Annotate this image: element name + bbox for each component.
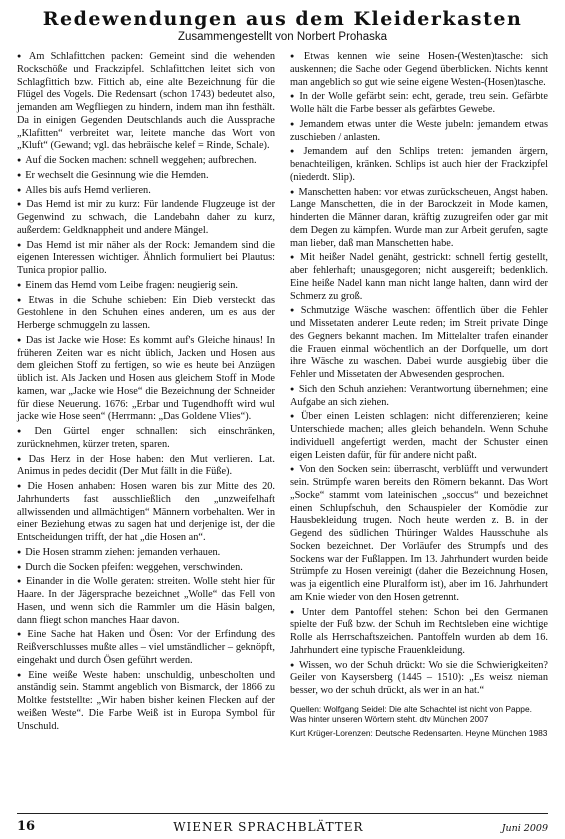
bullet-icon: ●	[17, 200, 23, 209]
bullet-icon: ●	[17, 52, 25, 60]
page-title: Redewendungen aus dem Kleiderkasten	[42, 8, 523, 30]
idiom-entry	[17, 239, 275, 278]
bullet-icon: ●	[290, 607, 298, 616]
idiom-entry	[17, 575, 275, 627]
bullet-icon: ●	[290, 384, 295, 393]
idiom-entry	[290, 410, 548, 462]
idiom-entry	[17, 279, 275, 293]
magazine-name: WIENER SPRACHBLÄTTER	[173, 820, 364, 834]
page-footer	[17, 813, 548, 834]
bullet-icon: ●	[290, 412, 297, 421]
idiom-entry	[290, 304, 548, 382]
idiom-entry	[17, 154, 275, 168]
idiom-text: Das Herz in der Hose haben: den Mut verlieren. Lat. Animus in pedes decidit (Der Mut fällt in die Füße).	[17, 453, 275, 478]
sources-block	[290, 704, 548, 739]
idiom-entry	[290, 50, 548, 89]
idiom-text: Am Schlafittchen packen: Gemeint sind die wehenden Rockschöße und Frackzipfel. Schlafittchen leitet sich von Schlagfittich bzw. Fittich ab, eine alte Bezeichnung für die Flügel des Vogels. Die Redensart (schon 1743) bedeutet also, jemanden am Wegfliegen zu hindern, indem man ihn festhält. Da in einigen Gegenden Deutschlands auch die Aussprache „Klafitten“ verbreitet war, leitete manche das Wort von „Kluft“ (Gewand; vgl. das hebräische kelef = Rinde, Schale).	[17, 51, 275, 152]
idiom-text: In der Wolle gefärbt sein: echt, gerade, treu sein. Gefärbte Wolle hält die Farbe besser als gefärbtes Gewebe.	[290, 91, 548, 115]
idiom-entry	[17, 294, 275, 333]
idiom-entry	[17, 628, 275, 667]
bullet-icon: ●	[290, 119, 296, 128]
bullet-icon: ●	[17, 185, 22, 194]
bullet-icon: ●	[17, 295, 25, 304]
idiom-entry	[290, 145, 548, 184]
idiom-entry	[290, 90, 548, 117]
idiom-text: Manschetten haben: vor etwas zurückscheuen, Angst haben. Lange Manschetten, die in der Barockzeit in Mode kamen, hinderten die Männer daran, kräftig zuzugreifen oder gar mit dem Degen zu kämpfen. Wurde man zur Arbeit gerufen, sagte man lieber, daß man Manschetten habe.	[290, 186, 548, 249]
right-column	[290, 50, 548, 794]
idiom-text: Über einen Leisten schlagen: nicht differenzieren; keine Unterschiede machen; alles gleich behandeln. Wenn Schuhe individuell angefertigt werden, macht der Schuster einen eigen Leisten dafür, für für andere nicht paßt.	[290, 411, 548, 461]
idiom-entry	[290, 118, 548, 145]
source-1: Quellen: Wolfgang Seidel: Die alte Schachtel ist nicht von Pappe. Was hinter unseren Wörtern steht. dtv München 2007	[290, 703, 532, 725]
idiom-text: Die Hosen stramm ziehen: jemanden verhauen.	[25, 546, 221, 558]
left-column	[17, 50, 275, 794]
idiom-text: Etwas in die Schuhe schieben: Ein Dieb versteckt das Gestohlene in den Schuhen eines anderen, um es aus der Herberge schmuggeln zu lassen.	[17, 294, 275, 331]
bullet-icon: ●	[290, 187, 295, 196]
idiom-text: Einander in die Wolle geraten: streiten. Wolle steht hier für Haare. In der Jägersprache bezeichnet „Wolle“ das Fell von Hasen, und wenn sich die Rammler um die Häsin balgen, dann fliegt schon manches Haar davon.	[17, 576, 275, 626]
idiom-entry	[17, 198, 275, 237]
issue-date: Juni 2009	[501, 823, 548, 834]
idiom-text: Die Hosen anhaben: Hosen waren bis zur Mitte des 20. Jahrhunderts fast ausschließlich den „unzweifelhaft allwissenden und allmächtigen“ Männern vorbehalten. Wer in einer Beziehung etwas zu sagen hat und derjenige ist, der die Entscheidungen trifft, der hat „die Hosen an“.	[17, 481, 275, 543]
bullet-icon: ●	[290, 253, 297, 262]
page-number: 16	[17, 819, 36, 834]
bullet-icon: ●	[17, 482, 24, 490]
bullet-icon: ●	[17, 280, 22, 289]
bullet-icon: ●	[290, 465, 296, 474]
idiom-text: Er wechselt die Gesinnung wie die Hemden.	[25, 169, 209, 181]
idiom-entry	[290, 383, 548, 410]
idiom-entry	[290, 463, 548, 604]
idiom-text: Eine weiße Weste haben: unschuldig, unbescholten und anständig sein. Stammt angeblich von Bismarck, der 1866 zu Moltke feststellte: „Wir haben bisher keinen Flecken auf der weißen Weste“. Die Farbe Weiß ist in Europa Symbol für Unschuld.	[17, 669, 276, 732]
bullet-icon: ●	[17, 577, 22, 586]
bullet-icon: ●	[17, 427, 31, 435]
idiom-text: Durch die Socken pfeifen: weggehen, verschwinden.	[25, 561, 243, 573]
idiom-entry	[290, 606, 548, 658]
author-line: Zusammengestellt von Norbert Prohaska	[177, 31, 387, 43]
idiom-entry	[17, 453, 275, 480]
idiom-entry	[17, 184, 275, 198]
idiom-entry	[17, 334, 275, 424]
idiom-entry	[17, 669, 275, 734]
idiom-text: Einem das Hemd vom Leibe fragen: neugierig sein.	[25, 279, 238, 291]
idiom-entry	[290, 659, 548, 698]
idiom-text: Auf die Socken machen: schnell weggehen; aufbrechen.	[25, 155, 257, 166]
idiom-entry	[290, 251, 548, 303]
bullet-icon: ●	[290, 52, 300, 60]
source-2: Kurt Krüger-Lorenzen: Deutsche Redensarten. Heyne München 1983	[290, 727, 548, 738]
bullet-icon: ●	[290, 92, 296, 101]
idiom-text: Den Gürtel enger schnallen: sich einschränken, zurücknehmen, kürzer treten, sparen.	[17, 426, 275, 450]
idiom-entry	[17, 169, 275, 183]
idiom-text: Das Hemd ist mir zu kurz: Für landende Flugzeuge ist der Gegenwind zu schwach, die Landebahn daher zu kurz, außerdem: Geldknappheit und andere Mängel.	[17, 199, 275, 236]
idiom-text: Alles bis aufs Hemd verlieren.	[25, 184, 151, 196]
idiom-text: Von den Socken sein: überrascht, verblüfft und verwundert sein. Strümpfe waren bereits den Römern bekannt. Das Wort „Socke“ stammt vom lateinischen „soccus“ und bezeichnet einen Schlupfschuh, den Schauspieler der Komödie zur Hausbekleidung trugen. Noch heute werden z. B. in der Gegend des südlichen Thüringer Waldes Hausschuhe als Socken bezeichnet. Der Vorläufer des Strumpfs und des Sockens war der Fußlappen. Im 13. Jahrhundert wurden beide Strümpfe zu Hosen vereinigt (daher die Bezeichnung Hosen, was ja eigentlich eine Pluralform ist), aber im 16. Jahrhundert am Knie wieder von den Hosen getrennt.	[290, 464, 548, 603]
idiom-text: Jemandem auf den Schlips treten: jemanden ärgern, benachteiligen, kränken. Schlips ist auch hier der Frackzipfel (niederdt. Slip).	[290, 146, 549, 183]
bullet-icon: ●	[290, 306, 297, 315]
bullet-icon: ●	[290, 660, 295, 669]
idiom-text: Das ist Jacke wie Hose: Es kommt auf's Gleiche hinaus! In früheren Zeiten war es nicht üblich, Jacken und Hosen aus dem gleichen Stoff zu fertigen, so wie es heute bei Anzügen üblich ist. Als Jacken und Hosen aus gleichem Stoff in Mode kamen, war „Jacke wie Hose“ die Bezeichnung der Schneider für diese Neuerung. 1676: „Erbar und Tugendhofft wird wul jacke wie Hose seen“ (Herrmann: „Das Goldene Vlies“).	[17, 334, 275, 423]
bullet-icon: ●	[17, 240, 23, 249]
idiom-text: Unter dem Pantoffel stehen: Schon bei den Germanen spielte der Fuß bzw. der Schuh im Rechtsleben eine wichtige Rolle als Herrschaftszeichen. Pantoffeln wurden ab dem 16. Jahrhundert eine typische Frauenkleidung.	[290, 606, 548, 656]
idiom-text: Das Hemd ist mir näher als der Rock: Jemandem sind die eigenen Interessen wichtiger. Ähnlich formuliert bei Plautus: Tunica propior pallio.	[17, 239, 275, 276]
idiom-entry	[17, 425, 275, 452]
bullet-icon: ●	[17, 170, 22, 179]
idiom-text: Sich den Schuh anziehen: Verantwortung übernehmen; eine Aufgabe an sich ziehen.	[290, 383, 548, 408]
idiom-entry	[17, 546, 275, 560]
bullet-icon: ●	[17, 630, 24, 639]
idiom-text: Etwas kennen wie seine Hosen-(Westen)tasche: sich auskennen; die Sache oder Gegend überblicken. Nichts kennt man angeblich so gut wie seine eigene Westen-(Hosen)tasche.	[290, 51, 548, 88]
idiom-text: Mit heißer Nadel genäht, gestrickt: schnell fertig gestellt, aber fehlerhaft; unausgegoren; nicht ausgereift; bedenklich. Eine heiße Nadel kann man nicht lange halten, dann wird der Schmerz zu groß.	[290, 252, 549, 302]
bullet-icon: ●	[17, 547, 22, 556]
idiom-entry	[17, 480, 275, 545]
idiom-text: Wissen, wo der Schuh drückt: Wo sie die Schwierigkeiten? Geiler von Kaysersberg (1445 – 1510): „Es weisz nieman besser, wo der schuh drückt, als wer in an hat.“	[290, 659, 549, 696]
idiom-entry	[17, 561, 275, 575]
idiom-text: Jemandem etwas unter die Weste jubeln: jemandem etwas zuschieben / anlasten.	[290, 118, 548, 143]
bullet-icon: ●	[290, 147, 300, 156]
bullet-icon: ●	[17, 454, 25, 463]
bullet-icon: ●	[17, 670, 25, 679]
idiom-text: Schmutzige Wäsche waschen: öffentlich über die Fehler und Missetaten anderer Leute reden; im Streit private Dinge des Gegners bekannt machen. Im Mittelalter trafen einander die Frauen einmal wöchentlich an der Dorfquelle, um dort ihre Wäsche zu waschen. Dabei wurde ausgiebig über die Fehler und Missetaten der Abwesenden gesprochen.	[290, 305, 548, 380]
idiom-entry	[290, 186, 548, 251]
bullet-icon: ●	[17, 156, 22, 164]
idiom-text: Eine Sache hat Haken und Ösen: Vor der Erfindung des Reißverschlusses mußte alles – viel umständlicher – geknöpft, eingehakt und durch Ösen geführt werden.	[17, 629, 275, 666]
article-columns	[17, 50, 548, 794]
right-column-entries	[290, 50, 548, 698]
idiom-entry	[17, 50, 275, 153]
bullet-icon: ●	[17, 335, 22, 344]
bullet-icon: ●	[17, 562, 22, 571]
